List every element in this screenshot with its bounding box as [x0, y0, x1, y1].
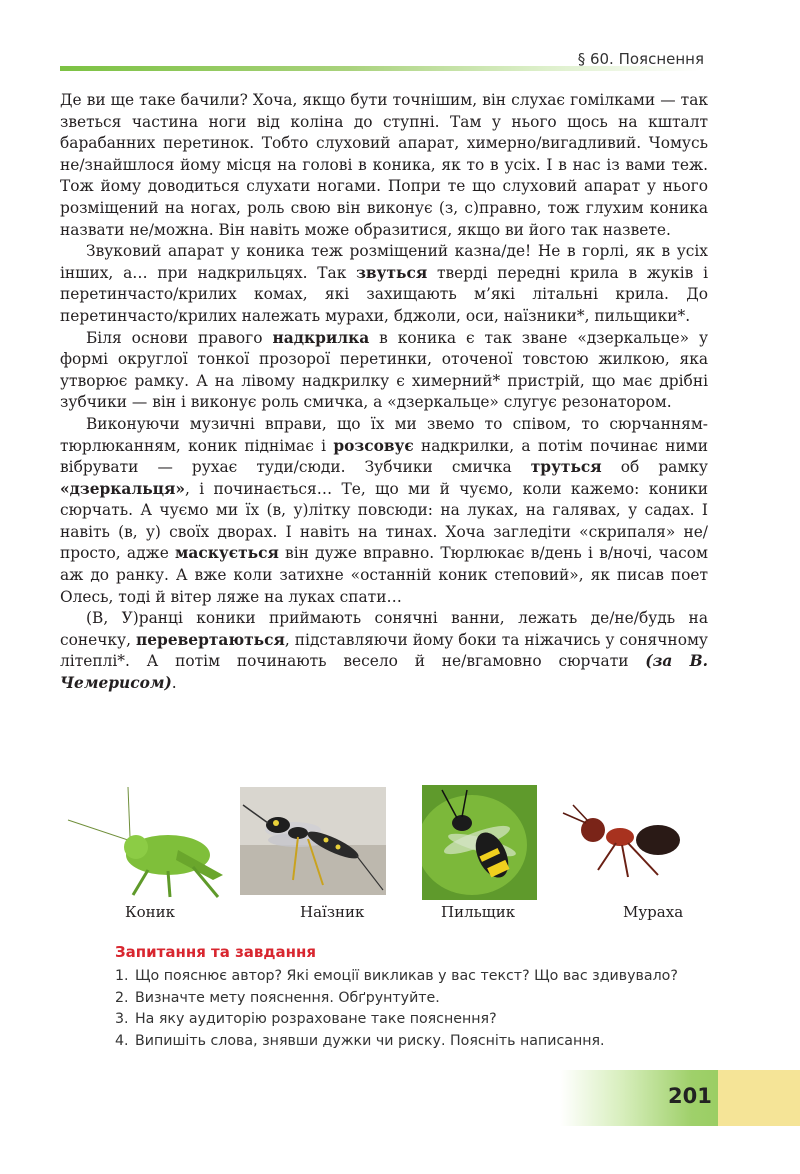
bold-term: маскується [175, 544, 279, 563]
section-title: § 60. Пояснення [577, 50, 704, 68]
caption-sawfly: Пильщик [441, 903, 516, 921]
page-band-accent [718, 1070, 800, 1126]
ichneumon-image [238, 785, 388, 900]
bold-term: перевертаються [136, 630, 285, 649]
question-item: 3. На яку аудиторію розраховане таке пояснення? [115, 1011, 497, 1027]
paragraph-1 [60, 90, 708, 241]
text-run: , і починається… Те, що ми й чуємо, коли кажемо: коники сюрчать. А чуємо ми їх (в, у)літку повсюди: на луках, на галявах, у садах. І навіть (в, у) своїх дворах. І навіть на тинах. Хоча загледіти «скрипаля» не/просто, адже [60, 479, 708, 563]
bold-term: надкрилка [272, 328, 370, 347]
bold-term: розсовує [333, 436, 414, 455]
main-text [60, 90, 708, 695]
page-number: 201 [668, 1084, 712, 1108]
sawfly-image [422, 785, 537, 900]
paragraph-2 [60, 241, 708, 327]
questions-list [115, 968, 678, 1054]
text-run: Виконуючи музичні вправи, що їх ми звемо то співом, то сюрчанням-тюрлюканням, коник піднімає і [60, 414, 708, 455]
text-run: об рамку [601, 458, 708, 477]
text-run: в коника є так зване «дзеркальце» у формі округлої тонкої прозорої перетинки, оточеної товстою жилкою, яка утворює рамку. А на лівому надкрилку є химерний* пристрій, що має дрібні зубчики — він і виконує роль смичка, а «дзеркальце» слугує резонатором. [60, 328, 709, 412]
text-run: Де ви ще таке бачили? Хоча, якщо бути точнішим, він слухає гомілками — так зветься частина ноги від коліна до ступні. Там у нього щось на кшталт барабанних перетинок. Тобто слуховий апарат, химерно/вигадливий. Чомусь не/знайшлося йому місця на голові в коника, як то в усіх. І в нас із вами теж. Тож йому доводиться слухати ногами. Попри те що слуховий апарат у нього розміщений на ногах, роль свою він виконує (з, с)правно, тож глухим коника назвати не/можна. Він навіть може образитися, якщо ви його так назвете. [60, 91, 708, 239]
text-run: . [171, 674, 177, 693]
text-run: Біля основи правого [86, 328, 273, 347]
bold-term: звуться [356, 263, 428, 282]
ant-image [558, 785, 698, 900]
caption-ant: Мураха [623, 903, 684, 921]
text-run: надкрилки, а потім починає ними вібрувати — рухає туди/сюди. Зубчики смичка [60, 436, 708, 477]
caption-grasshopper: Коник [125, 903, 176, 921]
question-item: 1. Що пояснює автор? Які емоції викликав у вас текст? Що вас здивувало? [115, 968, 678, 984]
bold-term: «дзеркальця» [60, 479, 185, 498]
question-item: 4. Випишіть слова, знявши дужки чи риску. Поясніть написання. [115, 1032, 605, 1049]
bold-term: труться [530, 458, 602, 477]
caption-ichneumon: Наїзник [300, 903, 365, 921]
paragraph-3 [60, 328, 708, 414]
text-run: , підставляючи йому боки та ніжачись у сонячному літеплі*. А потім починають весело й не/вгамовно сюрчати [60, 630, 708, 671]
questions-title: Запитання та завдання [115, 943, 317, 961]
source-citation: (за В. Чемерисом) [60, 652, 708, 693]
paragraph-4 [60, 414, 708, 608]
insect-images [58, 785, 708, 925]
text-run: тверді передні крила в жуків і перетинчасто/крилих комах, які захищають м’які літальні крила. До перетинчасто/крилих належать мурахи, бджоли, оси, наїзники*, пильщики*. [60, 263, 708, 325]
text-run: Звуковий апарат у коника теж розміщений казна/де! Не в горлі, як в усіх інших, а… при надкрильцях. Так [60, 242, 708, 282]
grasshopper-image [58, 785, 233, 900]
text-run: він дуже вправно. Тюрлюкає в/день і в/ночі, часом аж до ранку. А вже коли затихне «останній коник степовий», як писав поет Олесь, тоді й вітер ляже на луках спати… [60, 544, 708, 606]
question-item: 2. Визначте мету пояснення. Обґрунтуйте. [115, 989, 440, 1006]
paragraph-5 [60, 608, 708, 694]
text-run: (В, У)ранці коники приймають сонячні ванни, лежать де/не/будь на сонечку, [60, 609, 708, 649]
